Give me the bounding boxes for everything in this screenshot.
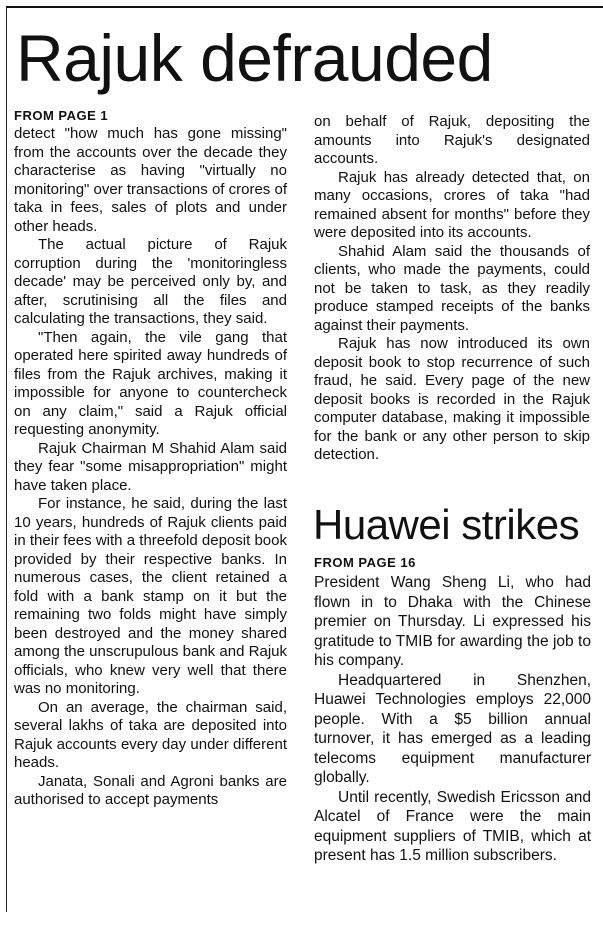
- second-story-column: [314, 555, 591, 866]
- paragraph: Rajuk has already detected that, on many occasions, crores of taka "had remained absent for months" before they were deposited into its accounts.: [314, 168, 590, 241]
- paragraph: Janata, Sonali and Agroni banks are authorised to accept payments: [14, 772, 287, 808]
- second-headline: Huawei strikes: [313, 501, 580, 548]
- paragraph: Rajuk has now introduced its own deposit book to stop recurrence of such fraud, he said. Every page of the new deposit books is recorded in the Rajuk computer database, making it impossible for the bank or any other person to skip detection.: [314, 335, 590, 463]
- top-rule: [6, 6, 603, 8]
- paragraph: Rajuk Chairman M Shahid Alam said they fear "some misappropriation" might have taken place.: [14, 439, 287, 494]
- main-headline: Rajuk defrauded: [16, 21, 493, 95]
- continued-from-label: FROM PAGE 1: [14, 108, 109, 123]
- continued-from-label: FROM PAGE 16: [314, 555, 416, 570]
- paragraph: President Wang Sheng Li, who had flown in to Dhaka with the Chinese premier on Thursday. Li expressed his gratitude to TMIB for awarding the job to his company.: [314, 574, 591, 669]
- main-story-column-right: [314, 113, 590, 465]
- main-story-column-left: [14, 108, 287, 810]
- paragraph: detect "how much has gone missing" from the accounts over the decade they characterise as having "virtually no monitoring" over transactions of crores of taka in fees, sales of plots and under other heads.: [14, 125, 287, 235]
- paragraph: On an average, the chairman said, several lakhs of taka are deposited into Rajuk accounts every day under different heads.: [14, 698, 287, 771]
- paragraph: Until recently, Swedish Ericsson and Alcatel of France were the main equipment suppliers of TMIB, which at present has 1.5 million subscribers.: [314, 788, 591, 864]
- paragraph: Shahid Alam said the thousands of clients, who made the payments, could not be taken to task, as they readily produce stamped receipts of the banks against their payments.: [314, 242, 590, 334]
- column-rule-left: [6, 6, 7, 912]
- paragraph: For instance, he said, during the last 10 years, hundreds of Rajuk clients paid in their fees with a threefold deposit book provided by their respective banks. In numerous cases, the client retained a fold with a bank stamp on it but the remaining two folds might have simply been destroyed and the money shared among the unscrupulous bank and Rajuk officials, who knew very well that there was no monitoring.: [14, 495, 287, 697]
- paragraph: The actual picture of Rajuk corruption during the 'monitoringless decade' may be perceived only by, and after, scrutinising all the files and calculating the transactions, they said.: [14, 236, 287, 327]
- paragraph: on behalf of Rajuk, depositing the amounts into Rajuk's designated accounts.: [314, 113, 590, 167]
- paragraph: "Then again, the vile gang that operated here spirited away hundreds of files from the Rajuk archives, making it impossible for anyone to countercheck on any claim," said a Rajuk official requesting anonymity.: [14, 328, 287, 438]
- paragraph: Headquartered in Shenzhen, Huawei Technologies employs 22,000 people. With a $5 billion annual turnover, it has emerged as a leading telecoms equipment manufacturer globally.: [314, 671, 591, 786]
